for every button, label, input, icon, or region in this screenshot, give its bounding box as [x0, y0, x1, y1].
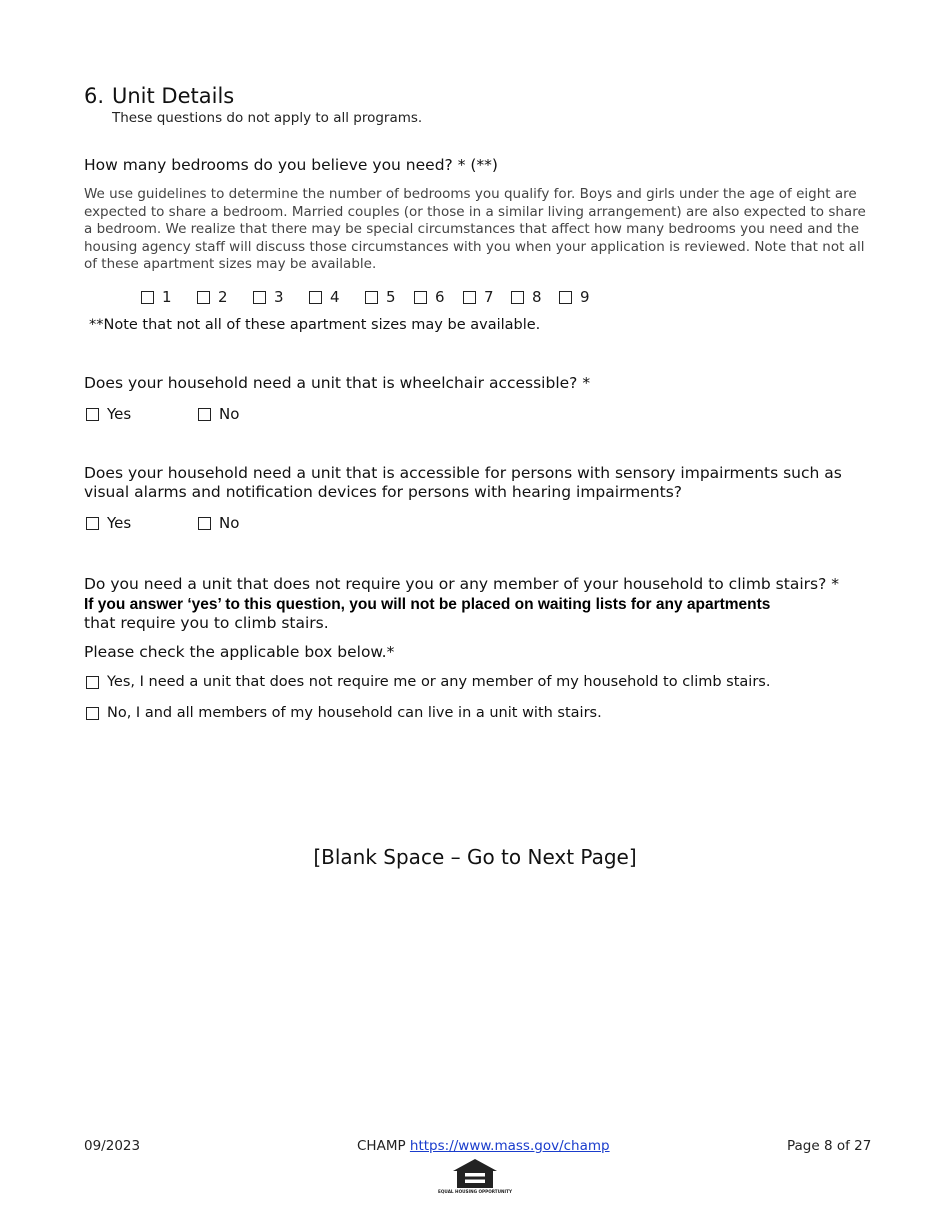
option-label: No [219, 405, 240, 423]
bedroom-option-1[interactable] [141, 288, 172, 306]
checkbox-icon[interactable] [559, 291, 572, 304]
equal-housing-icon [438, 1158, 512, 1198]
wheelchair-yes-option[interactable] [86, 405, 131, 423]
bedroom-option-6[interactable] [414, 288, 445, 306]
stairs-question: Do you need a unit that does not require you or any member of your household to climb stairs? * [84, 575, 839, 593]
checkbox-icon[interactable] [86, 676, 99, 689]
bedrooms-note: **Note that not all of these apartment sizes may be available. [89, 317, 541, 333]
bedroom-option-7[interactable] [463, 288, 494, 306]
footer-program: CHAMP [357, 1138, 406, 1154]
bedroom-option-label: 6 [435, 288, 445, 306]
bedroom-option-9[interactable] [559, 288, 590, 306]
option-label: No, I and all members of my household can live in a unit with stairs. [107, 705, 602, 721]
wheelchair-no-option[interactable] [198, 405, 239, 423]
footer-page-number: Page 8 of 27 [787, 1138, 872, 1154]
blank-space-notice: [Blank Space – Go to Next Page] [313, 845, 637, 869]
checkbox-icon[interactable] [86, 408, 99, 421]
option-label: Yes [107, 405, 132, 423]
bedroom-option-5[interactable] [365, 288, 396, 306]
stairs-no-option[interactable] [86, 705, 602, 721]
bedroom-option-label: 8 [532, 288, 542, 306]
bedroom-option-4[interactable] [309, 288, 340, 306]
stairs-warning-continued: that require you to climb stairs. [84, 614, 329, 632]
bedroom-option-label: 1 [162, 288, 172, 306]
bedroom-option-label: 9 [580, 288, 590, 306]
checkbox-icon[interactable] [198, 408, 211, 421]
stairs-instruction: Please check the applicable box below.* [84, 643, 395, 661]
footer-date: 09/2023 [84, 1138, 141, 1154]
footer-center [357, 1138, 610, 1154]
checkbox-icon[interactable] [414, 291, 427, 304]
section-subtitle: These questions do not apply to all programs. [112, 110, 423, 126]
logo-text: EQUAL HOUSING OPPORTUNITY [438, 1189, 512, 1194]
sensory-no-option[interactable] [198, 514, 239, 532]
sensory-question: Does your household need a unit that is accessible for persons with sensory impairments such as visual alarms and notification devices for persons with hearing impairments? [84, 464, 842, 501]
checkbox-icon[interactable] [309, 291, 322, 304]
checkbox-icon[interactable] [86, 517, 99, 530]
checkbox-icon[interactable] [141, 291, 154, 304]
equal-housing-logo [438, 1158, 512, 1202]
option-label: Yes [107, 514, 132, 532]
bedrooms-question: How many bedrooms do you believe you need? * (**) [84, 156, 498, 174]
bedroom-option-label: 2 [218, 288, 228, 306]
checkbox-icon[interactable] [365, 291, 378, 304]
bedroom-option-label: 3 [274, 288, 284, 306]
bedroom-option-label: 5 [386, 288, 396, 306]
wheelchair-question: Does your household need a unit that is wheelchair accessible? * [84, 374, 591, 392]
footer-link[interactable]: https://www.mass.gov/champ [409, 1138, 610, 1154]
stairs-warning: If you answer ‘yes’ to this question, you will not be placed on waiting lists for any apartments [84, 596, 771, 613]
bedroom-option-8[interactable] [511, 288, 542, 306]
option-label: No [219, 514, 240, 532]
bedroom-option-2[interactable] [197, 288, 228, 306]
checkbox-icon[interactable] [511, 291, 524, 304]
bedroom-option-3[interactable] [253, 288, 284, 306]
checkbox-icon[interactable] [86, 707, 99, 720]
section-number: 6. [84, 84, 105, 108]
bedrooms-guidelines: We use guidelines to determine the number of bedrooms you qualify for. Boys and girls under the age of eight are expected to share a bedroom. Married couples (or those in a similar living arrangement) are also expected to share a bedroom. We realize that there may be special circumstances that affect how many bedrooms you need and the housing agency staff will discuss those circumstances with you when your application is reviewed. Note that not all of these apartment sizes may be available. [84, 186, 866, 273]
stairs-yes-option[interactable] [86, 674, 770, 690]
bedroom-option-label: 7 [484, 288, 494, 306]
section-title [84, 84, 234, 108]
bedroom-option-label: 4 [330, 288, 340, 306]
option-label: Yes, I need a unit that does not require me or any member of my household to climb stairs. [107, 674, 771, 690]
checkbox-icon[interactable] [463, 291, 476, 304]
checkbox-icon[interactable] [253, 291, 266, 304]
sensory-yes-option[interactable] [86, 514, 131, 532]
checkbox-icon[interactable] [197, 291, 210, 304]
checkbox-icon[interactable] [198, 517, 211, 530]
section-title-text: Unit Details [112, 84, 235, 108]
